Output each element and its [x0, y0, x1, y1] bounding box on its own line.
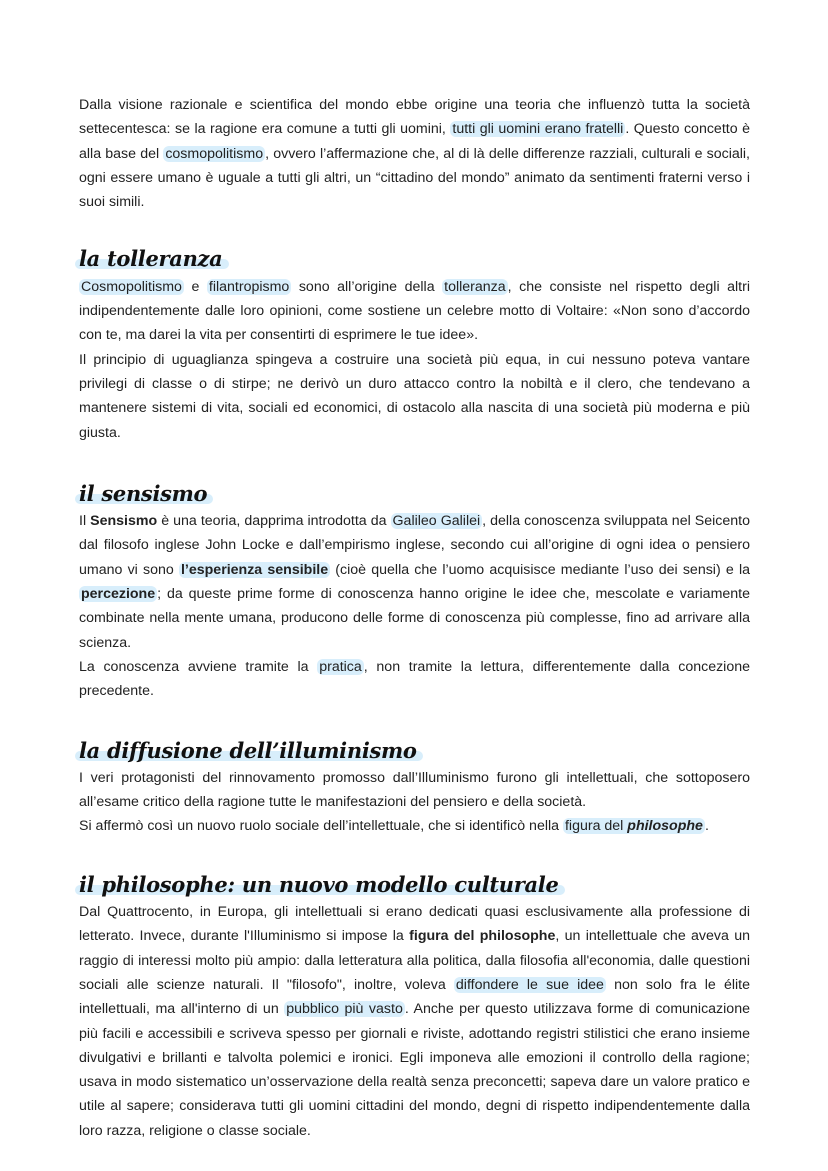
- text-run: .: [704, 818, 709, 835]
- paragraph: [79, 814, 750, 838]
- highlight: Cosmopolitismo: [81, 278, 182, 295]
- text-run: Dal Quattrocento, in Europa, gli intellettuali si erano dedicati quasi esclusivamente alla professione di letterato. Invece, durante l'Illuminismo si impose la: [79, 904, 750, 945]
- bold-term: Sensismo: [90, 513, 158, 530]
- section-sensismo: [79, 481, 750, 704]
- paragraph: [79, 655, 750, 704]
- section-philosophe: [79, 872, 750, 1143]
- paragraph: Il principio di uguaglianza spingeva a costruire una società più equa, in cui nessuno poteva vantare privilegi di classe o di stirpe; ne derivò un duro attacco contro la nobiltà e il clero, che tendevano a mantenere sistemi di vita, sociali ed economici, di ostacolo alla nascita di una società più moderna e più giusta.: [79, 351, 750, 441]
- text-run: . Anche per questo utilizzava forme di comunicazione più facili e accessibili e scriveva spesso per giornali e riviste, adottando registri stilistici che erano insieme divulgativi e brillanti e talvolta polemici e ironici. Egli imponeva alle emozioni il controllo della ragione; usava in modo sistematico un’osservazione della realtà senza preconcetti; sapeva dare un valore pratico e utile al sapere; considerava tutti gli uomini cittadini del mondo, degni di rispetto indipendentemente dalla loro razza, religione o classe sociale.: [79, 1001, 750, 1139]
- text-run: e: [183, 278, 207, 295]
- section-tolleranza: [79, 246, 750, 444]
- intro-paragraph: [79, 93, 750, 214]
- highlight: cosmopolitismo: [165, 145, 264, 162]
- highlight: filantropismo: [208, 278, 290, 295]
- text-run: , ovvero l’affermazione che, al di là delle differenze razziali, culturali e sociali, ogni essere umano è uguale a tutti gli altri, un “cittadino del mondo” animato da sentimenti fraterni verso i suoi simili.: [79, 145, 750, 211]
- highlight: [563, 818, 705, 834]
- bold-term: figura del philosophe: [409, 928, 556, 945]
- section-heading: il sensismo: [79, 480, 208, 506]
- text-run: Il: [79, 513, 91, 530]
- text-run: è una teoria, dapprima introdotta da: [157, 513, 391, 530]
- text-run: figura del: [564, 818, 628, 835]
- highlight: tolleranza: [444, 278, 506, 295]
- text-run: sono all’origine della: [291, 278, 443, 295]
- document-body: [79, 93, 750, 1143]
- text-run: Dalla visione razionale e scientifica del mondo ebbe origine una teoria che influenzò tutta la società settecentesca: se la ragione era comune a tutti gli uomini,: [79, 97, 750, 138]
- section-heading: il philosophe: un nuovo modello culturale: [79, 871, 559, 897]
- highlight: tutti gli uomini erano fratelli: [452, 121, 624, 138]
- highlight: pratica: [319, 658, 362, 675]
- text-run: . Questo concetto è alla base del: [79, 121, 750, 162]
- paragraph: [79, 900, 750, 1143]
- highlight: Galileo Galilei: [392, 513, 481, 530]
- section-diffusione: [79, 738, 750, 839]
- text-run: , che consiste nel rispetto degli altri indipendentemente dalle loro opinioni, come sostiene un celebre motto di Voltaire: «Non sono d’accordo con te, ma darei la vita per consentirti di esprimere le tue idee».: [79, 278, 750, 344]
- text-run: , un intellettuale che aveva un raggio di interessi molto più ampio: dalla letteratura alla politica, dalla filosofia all'economia, dalle questioni sociali alle scienze naturali. Il "filosofo", inoltre, voleva: [79, 928, 750, 993]
- highlight: percezione: [81, 586, 156, 603]
- highlight: diffondere le sue idee: [455, 976, 604, 993]
- text-run: , della conoscenza sviluppata nel Seicento dal filosofo inglese John Locke e dall’empirismo inglese, secondo cui all’origine di ogni idea o pensiero umano vi sono: [79, 513, 750, 578]
- section-heading: la diffusione dell’illuminismo: [79, 737, 417, 763]
- text-run: La conoscenza avviene tramite la: [79, 658, 318, 675]
- text-run: , non tramite la lettura, differentemente dalla concezione precedente.: [79, 658, 751, 700]
- paragraph: [79, 509, 750, 655]
- highlight: pubblico più vasto: [286, 1001, 403, 1018]
- text-run: (cioè quella che l’uomo acquisisce mediante l’uso dei sensi) e la: [330, 561, 750, 578]
- text-run: ; da queste prime forme di conoscenza hanno origine le idee che, mescolate e variamente combinate nella mente umana, producono delle forme di conoscenza più complesse, fino ad arrivare alla scienza.: [79, 586, 750, 651]
- paragraph: [79, 275, 750, 348]
- highlight: l’esperienza sensibile: [180, 561, 329, 578]
- paragraph: I veri protagonisti del rinnovamento promosso dall’Illuminismo furono gli intellettuali, che sottoposero all’esame critico della ragione tutte le manifestazioni del pensiero e della società.: [79, 769, 750, 811]
- text-run: non solo fra le élite intellettuali, ma all'interno di un: [79, 976, 750, 1018]
- section-heading: la tolleranza: [79, 246, 223, 272]
- text-run: Si affermò così un nuovo ruolo sociale dell’intellettuale, che si identificò nella: [79, 818, 563, 835]
- bold-italic-term: philosophe: [627, 818, 703, 835]
